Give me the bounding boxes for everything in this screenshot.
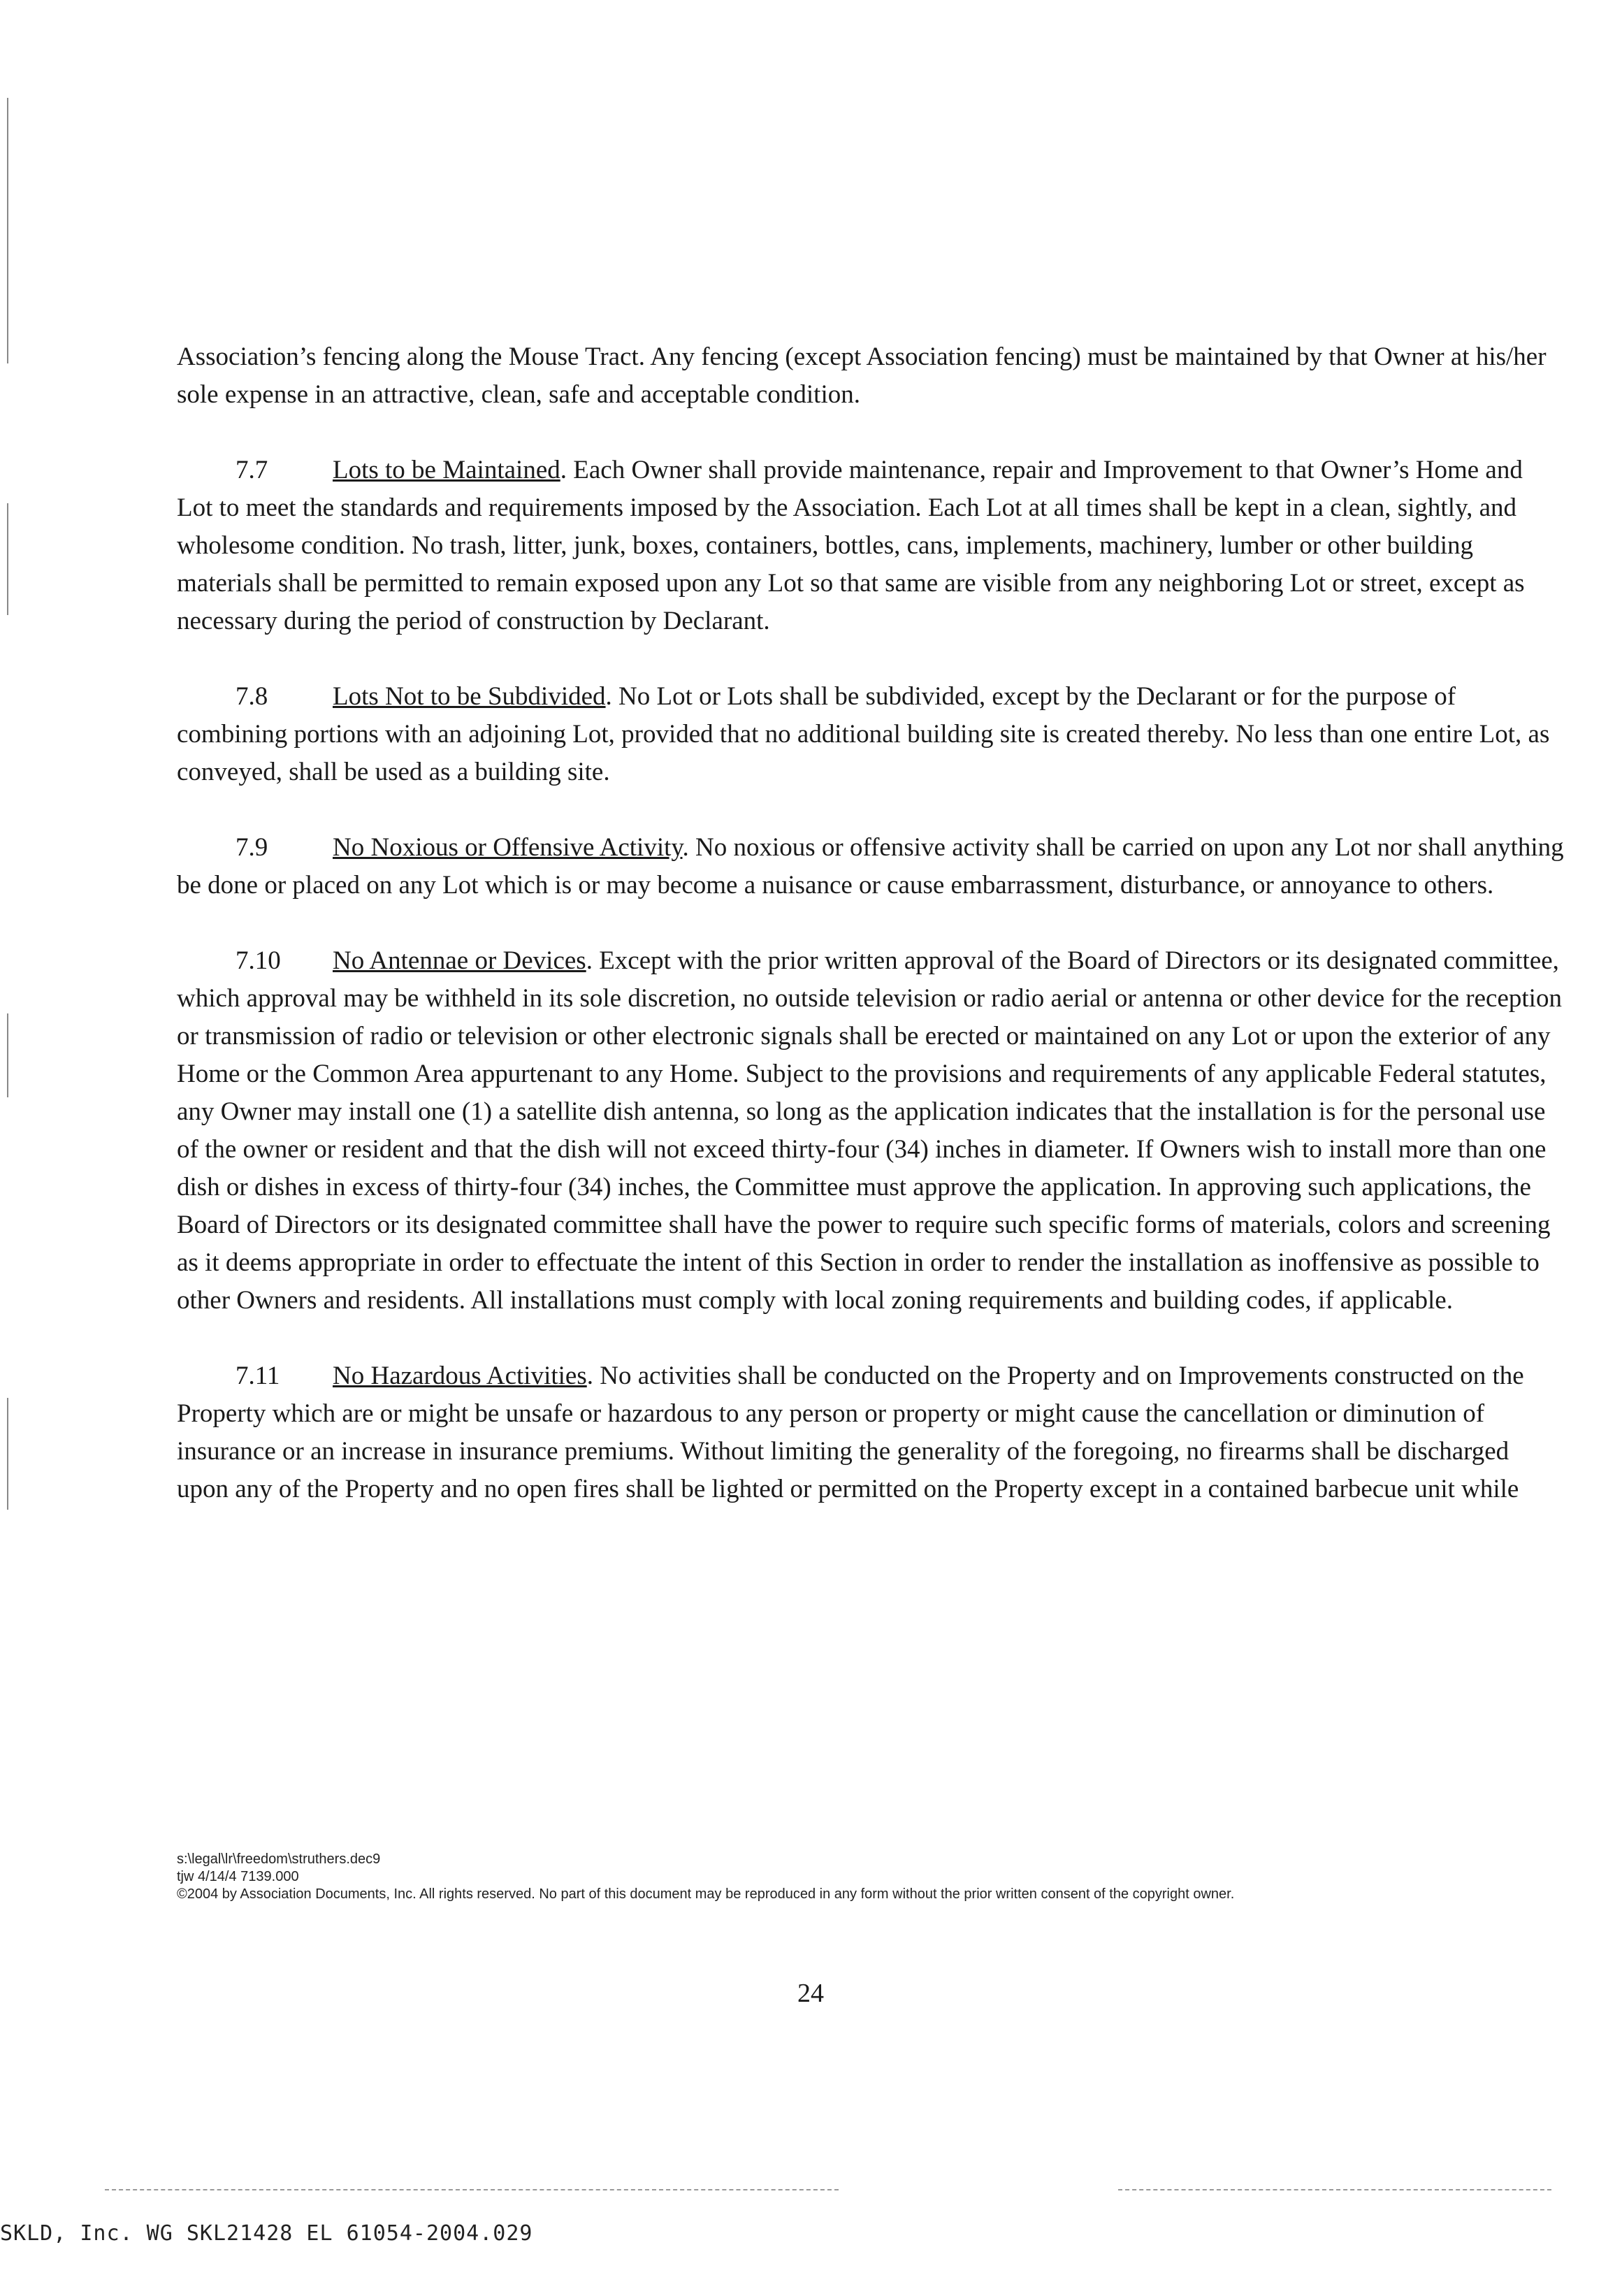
section-title: No Antennae or Devices — [333, 946, 586, 975]
section-number: 7.11 — [236, 1362, 280, 1390]
section-text: . Except with the prior written approval of the Board of Directors or its designated committee, which approval may be withheld in its sole discretion, no outside television or radio aerial or antenna or other device for the reception or transmission of radio or television or other electronic signals shall be erected or maintained on any Lot or upon the exterior of any Home or the Common Area appurtenant to any Home. Subject to the provisions and requirements of any applicable Federal statutes, any Owner may install one (1) a satellite dish antenna, so long as the application indicates that the installation is for the personal use of the owner or resident and that the dish will not exceed thirty-four (34) inches in diameter. If Owners wish to install more than one dish or dishes in excess of thirty-four (34) inches, the Committee must approve the application. In approving such applications, the Board of Directors or its designated committee shall have the power to require such specific forms of materials, colors and screening as it deems appropriate in order to effectuate the intent of this Section in order to render the installation as inoffensive as possible to other Owners and residents. All installations must comply with local zoning requirements and building codes, if applicable. — [177, 946, 1562, 1315]
section-text: . No noxious or offensive activity shall be carried on upon any Lot nor shall anything be done or placed on any Lot which is or may become a nuisance or cause embarrassment, disturbance, or annoyance to others. — [177, 833, 1564, 900]
section-text: . Each Owner shall provide maintenance, repair and Improvement to that Owner’s Home and Lot to meet the standards and requirements imposed by the Association. Each Lot at all times shall be kept in a clean, sightly, and wholesome condition. No trash, litter, junk, boxes, containers, bottles, cans, implements, machinery, lumber or other building materials shall be permitted to remain exposed upon any Lot so that same are visible from any neighboring Lot or street, except as necessary during the period of construction by Declarant. — [177, 456, 1525, 635]
section-7-10 — [177, 942, 1564, 1320]
section-number: 7.10 — [236, 946, 281, 975]
section-number: 7.8 — [236, 682, 268, 711]
section-7-8 — [177, 678, 1564, 791]
section-title: Lots to be Maintained — [333, 456, 560, 484]
footer-copyright: ©2004 by Association Documents, Inc. All rights reserved. No part of this document may be reproduced in any form without the prior written consent of the copyright owner. — [177, 1886, 1235, 1902]
document-stamp: SKLD, Inc. WG SKL21428 EL 61054-2004.029 — [0, 2221, 533, 2246]
scan-margin-mark — [7, 1013, 8, 1097]
scan-noise-line — [1118, 2189, 1551, 2190]
section-7-9 — [177, 829, 1564, 904]
scan-margin-mark — [7, 503, 8, 615]
scan-margin-mark — [7, 1398, 8, 1510]
section-text: . No activities shall be conducted on the Property and on Improvements constructed on the Property which are or might be unsafe or hazardous to any person or property or might cause the cancellation or diminution of insurance or an increase in insurance premiums. Without limiting the generality of the foregoing, no firearms shall be discharged upon any of the Property and no open fires shall be lighted or permitted on the Property except in a contained barbecue unit while — [177, 1362, 1524, 1503]
section-title: No Hazardous Activities — [333, 1362, 587, 1390]
section-text: . No Lot or Lots shall be subdivided, except by the Declarant or for the purpose of combining portions with an adjoining Lot, provided that no additional building site is created thereby. No less than one entire Lot, as conveyed, shall be used as a building site. — [177, 682, 1550, 786]
section-title: Lots Not to be Subdivided — [333, 682, 606, 711]
section-number: 7.7 — [236, 456, 268, 484]
section-title: No Noxious or Offensive Activity — [333, 833, 683, 862]
section-7-7 — [177, 452, 1564, 640]
scan-margin-mark — [7, 98, 8, 363]
page-number: 24 — [797, 1979, 824, 2008]
section-number: 7.9 — [236, 833, 268, 862]
section-7-11 — [177, 1357, 1564, 1508]
footer-file-ref: tjw 4/14/4 7139.000 — [177, 1869, 299, 1884]
footer-file-path: s:\legal\lr\freedom\struthers.dec9 — [177, 1851, 381, 1867]
scan-noise-line — [105, 2189, 839, 2190]
footer-metadata — [177, 1851, 1519, 1903]
document-body — [177, 338, 1564, 1546]
continuation-paragraph: Association’s fencing along the Mouse Tract. Any fencing (except Association fencing) must be maintained by that Owner at his/her sole expense in an attractive, clean, safe and acceptable condition. — [177, 342, 1547, 409]
